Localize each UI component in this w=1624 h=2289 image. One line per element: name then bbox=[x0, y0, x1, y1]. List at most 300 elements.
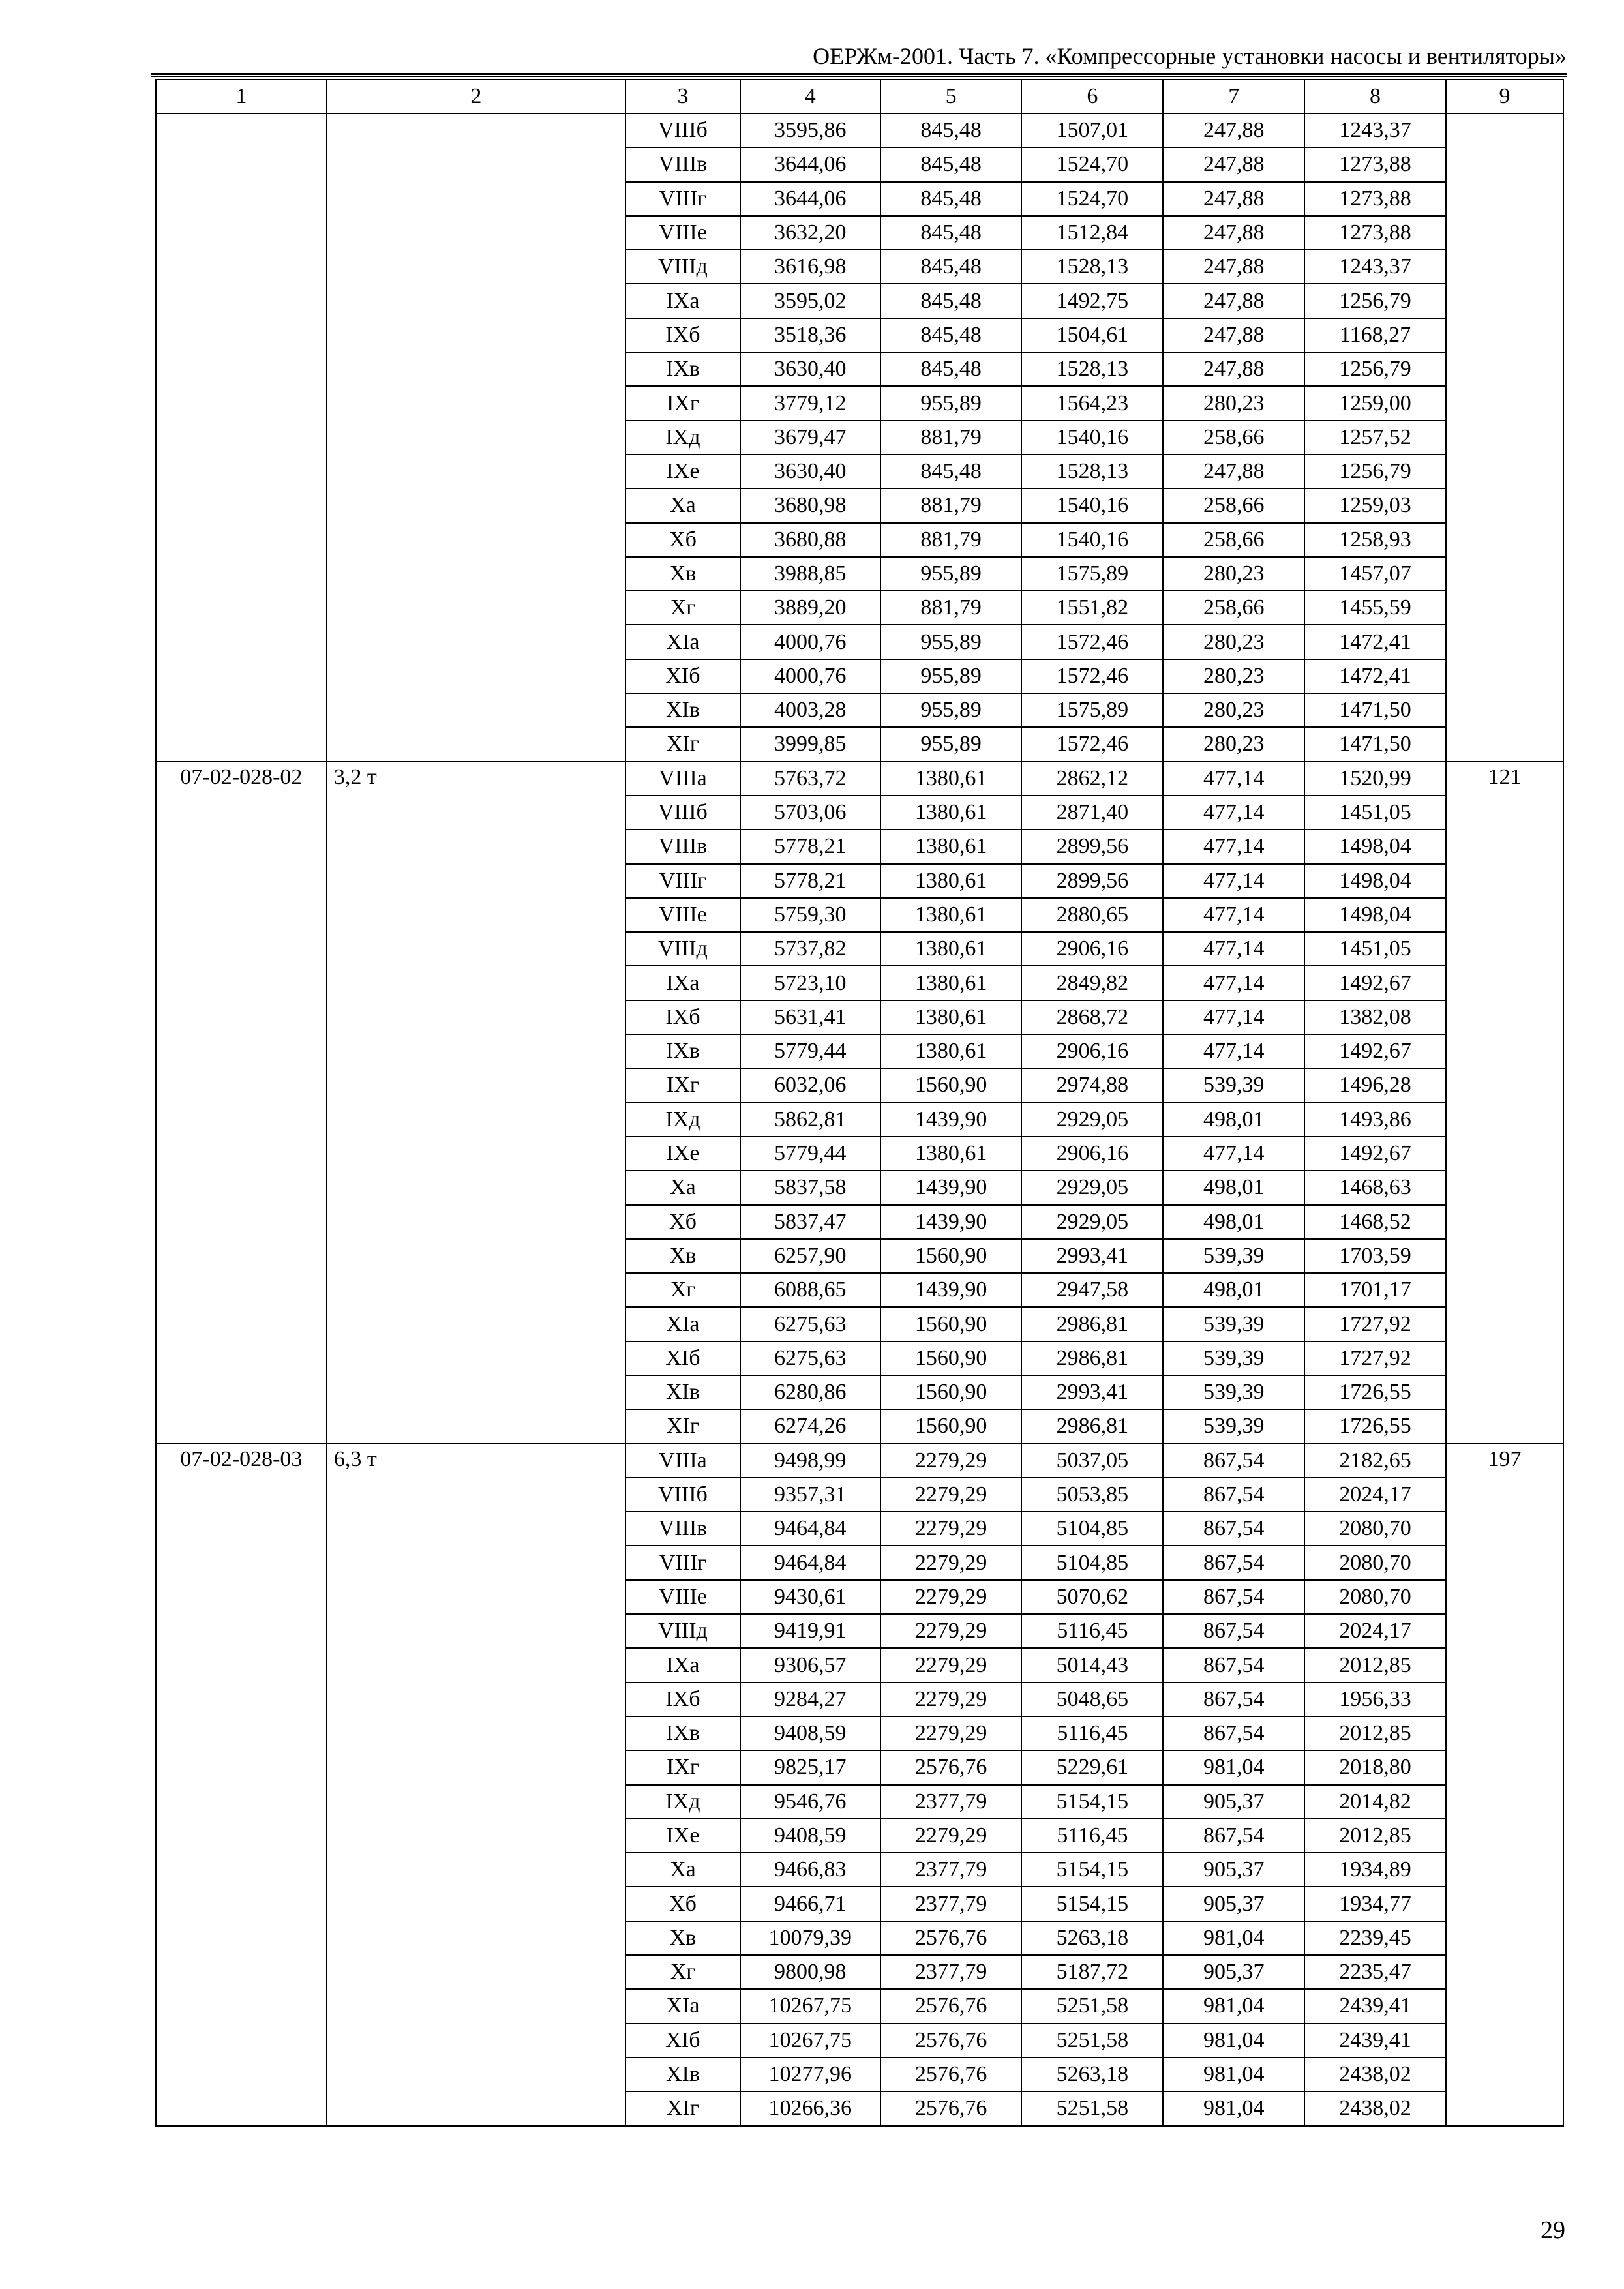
value-cell: 1472,41 bbox=[1304, 659, 1446, 693]
value-cell: 3595,86 bbox=[740, 113, 880, 147]
zone-cell: IXг bbox=[625, 1750, 740, 1784]
value-cell: 2279,29 bbox=[880, 1444, 1022, 1478]
value-cell: 498,01 bbox=[1163, 1205, 1304, 1239]
value-cell: 1564,23 bbox=[1021, 386, 1163, 420]
zone-cell: IXд bbox=[625, 421, 740, 455]
zone-cell: Xб bbox=[625, 523, 740, 557]
table-body bbox=[156, 113, 1563, 2126]
value-cell: 5154,15 bbox=[1021, 1853, 1163, 1887]
zone-cell: IXб bbox=[625, 1683, 740, 1716]
value-cell: 4003,28 bbox=[740, 693, 880, 727]
value-cell: 1380,61 bbox=[880, 830, 1022, 863]
value-cell: 1504,61 bbox=[1021, 318, 1163, 352]
value-cell: 6275,63 bbox=[740, 1341, 880, 1375]
value-cell: 1493,86 bbox=[1304, 1103, 1446, 1137]
zone-cell: XIв bbox=[625, 2057, 740, 2091]
value-cell: 2080,70 bbox=[1304, 1546, 1446, 1579]
value-cell: 1439,90 bbox=[880, 1103, 1022, 1137]
value-cell: 2929,05 bbox=[1021, 1103, 1163, 1137]
value-cell: 1560,90 bbox=[880, 1239, 1022, 1273]
value-cell: 845,48 bbox=[880, 113, 1022, 147]
value-cell: 1257,52 bbox=[1304, 421, 1446, 455]
value-cell: 5229,61 bbox=[1021, 1750, 1163, 1784]
zone-cell: IXе bbox=[625, 1137, 740, 1171]
value-cell: 5037,05 bbox=[1021, 1444, 1163, 1478]
value-cell: 2576,76 bbox=[880, 1750, 1022, 1784]
value-cell: 477,14 bbox=[1163, 762, 1304, 796]
value-cell: 3518,36 bbox=[740, 318, 880, 352]
value-cell: 3644,06 bbox=[740, 182, 880, 216]
value-cell: 1703,59 bbox=[1304, 1239, 1446, 1273]
zone-cell: Xг bbox=[625, 591, 740, 625]
value-cell: 3644,06 bbox=[740, 147, 880, 181]
value-cell: 1380,61 bbox=[880, 762, 1022, 796]
value-cell: 905,37 bbox=[1163, 1853, 1304, 1887]
value-cell: 881,79 bbox=[880, 421, 1022, 455]
value-cell: 539,39 bbox=[1163, 1341, 1304, 1375]
value-cell: 1439,90 bbox=[880, 1171, 1022, 1204]
value-cell: 280,23 bbox=[1163, 625, 1304, 659]
value-cell: 1560,90 bbox=[880, 1068, 1022, 1102]
value-cell: 539,39 bbox=[1163, 1239, 1304, 1273]
value-cell: 10267,75 bbox=[740, 2024, 880, 2057]
zone-cell: IXе bbox=[625, 1819, 740, 1853]
value-cell: 905,37 bbox=[1163, 1887, 1304, 1921]
value-cell: 5779,44 bbox=[740, 1034, 880, 1068]
value-cell: 2576,76 bbox=[880, 2057, 1022, 2091]
value-cell: 2080,70 bbox=[1304, 1512, 1446, 1546]
table-row bbox=[156, 762, 1563, 796]
value-cell: 5759,30 bbox=[740, 898, 880, 932]
value-cell: 1259,03 bbox=[1304, 488, 1446, 522]
capacity-cell: 6,3 т bbox=[327, 1444, 625, 2126]
column-header: 6 bbox=[1021, 80, 1163, 113]
column-header: 5 bbox=[880, 80, 1022, 113]
value-cell: 2868,72 bbox=[1021, 1000, 1163, 1034]
value-cell: 247,88 bbox=[1163, 182, 1304, 216]
value-cell: 2279,29 bbox=[880, 1546, 1022, 1579]
value-cell: 845,48 bbox=[880, 250, 1022, 284]
value-cell: 5104,85 bbox=[1021, 1512, 1163, 1546]
value-cell: 5070,62 bbox=[1021, 1580, 1163, 1614]
value-cell: 539,39 bbox=[1163, 1307, 1304, 1341]
zone-cell: IXв bbox=[625, 1716, 740, 1750]
zone-cell: Xв bbox=[625, 1921, 740, 1955]
zone-cell: XIг bbox=[625, 1409, 740, 1443]
value-cell: 9284,27 bbox=[740, 1683, 880, 1716]
value-cell: 955,89 bbox=[880, 727, 1022, 761]
zone-cell: Xг bbox=[625, 1955, 740, 1989]
zone-cell: VIIIв bbox=[625, 1512, 740, 1546]
value-cell: 845,48 bbox=[880, 284, 1022, 318]
price-table bbox=[155, 79, 1564, 2127]
value-cell: 477,14 bbox=[1163, 898, 1304, 932]
value-cell: 6257,90 bbox=[740, 1239, 880, 1273]
value-cell: 1439,90 bbox=[880, 1205, 1022, 1239]
value-cell: 1380,61 bbox=[880, 1000, 1022, 1034]
value-cell: 2906,16 bbox=[1021, 932, 1163, 966]
value-cell: 2438,02 bbox=[1304, 2057, 1446, 2091]
zone-cell: VIIIе bbox=[625, 1580, 740, 1614]
value-cell: 6274,26 bbox=[740, 1409, 880, 1443]
value-cell: 477,14 bbox=[1163, 932, 1304, 966]
column-number-row bbox=[156, 80, 1563, 113]
value-cell: 9466,71 bbox=[740, 1887, 880, 1921]
zone-cell: Xа bbox=[625, 1853, 740, 1887]
value-cell: 1256,79 bbox=[1304, 455, 1446, 488]
value-cell: 2377,79 bbox=[880, 1853, 1022, 1887]
value-cell: 2986,81 bbox=[1021, 1341, 1163, 1375]
value-cell: 9430,61 bbox=[740, 1580, 880, 1614]
zone-cell: XIб bbox=[625, 659, 740, 693]
zone-cell: IXд bbox=[625, 1103, 740, 1137]
value-cell: 1168,27 bbox=[1304, 318, 1446, 352]
value-cell: 2012,85 bbox=[1304, 1716, 1446, 1750]
value-cell: 4000,76 bbox=[740, 659, 880, 693]
value-cell: 2947,58 bbox=[1021, 1273, 1163, 1307]
value-cell: 845,48 bbox=[880, 455, 1022, 488]
value-cell: 845,48 bbox=[880, 318, 1022, 352]
value-cell: 2576,76 bbox=[880, 2024, 1022, 2057]
zone-cell: VIIIг bbox=[625, 864, 740, 898]
value-cell: 5723,10 bbox=[740, 966, 880, 1000]
value-cell: 1468,52 bbox=[1304, 1205, 1446, 1239]
value-cell: 280,23 bbox=[1163, 727, 1304, 761]
column-header: 9 bbox=[1446, 80, 1563, 113]
value-cell: 5779,44 bbox=[740, 1137, 880, 1171]
value-cell: 2862,12 bbox=[1021, 762, 1163, 796]
value-cell: 477,14 bbox=[1163, 830, 1304, 863]
value-cell: 2279,29 bbox=[880, 1648, 1022, 1682]
column-9-cell: 121 bbox=[1446, 762, 1563, 1444]
value-cell: 981,04 bbox=[1163, 1989, 1304, 2023]
value-cell: 867,54 bbox=[1163, 1478, 1304, 1512]
value-cell: 1380,61 bbox=[880, 1034, 1022, 1068]
value-cell: 280,23 bbox=[1163, 693, 1304, 727]
value-cell: 2576,76 bbox=[880, 1921, 1022, 1955]
value-cell: 2012,85 bbox=[1304, 1648, 1446, 1682]
value-cell: 981,04 bbox=[1163, 1750, 1304, 1784]
zone-cell: VIIIе bbox=[625, 898, 740, 932]
value-cell: 1540,16 bbox=[1021, 421, 1163, 455]
value-cell: 2279,29 bbox=[880, 1716, 1022, 1750]
value-cell: 867,54 bbox=[1163, 1580, 1304, 1614]
value-cell: 2439,41 bbox=[1304, 1989, 1446, 2023]
value-cell: 247,88 bbox=[1163, 147, 1304, 181]
zone-cell: IXг bbox=[625, 1068, 740, 1102]
value-cell: 2279,29 bbox=[880, 1614, 1022, 1648]
value-cell: 867,54 bbox=[1163, 1683, 1304, 1716]
value-cell: 2899,56 bbox=[1021, 864, 1163, 898]
value-cell: 1540,16 bbox=[1021, 523, 1163, 557]
zone-cell: IXа bbox=[625, 284, 740, 318]
value-cell: 9498,99 bbox=[740, 1444, 880, 1478]
value-cell: 5862,81 bbox=[740, 1103, 880, 1137]
value-cell: 2880,65 bbox=[1021, 898, 1163, 932]
value-cell: 1572,46 bbox=[1021, 659, 1163, 693]
value-cell: 1560,90 bbox=[880, 1341, 1022, 1375]
value-cell: 498,01 bbox=[1163, 1103, 1304, 1137]
value-cell: 2849,82 bbox=[1021, 966, 1163, 1000]
value-cell: 2377,79 bbox=[880, 1785, 1022, 1819]
value-cell: 477,14 bbox=[1163, 1000, 1304, 1034]
value-cell: 2279,29 bbox=[880, 1580, 1022, 1614]
value-cell: 1380,61 bbox=[880, 796, 1022, 830]
value-cell: 5014,43 bbox=[1021, 1648, 1163, 1682]
value-cell: 6275,63 bbox=[740, 1307, 880, 1341]
value-cell: 5763,72 bbox=[740, 762, 880, 796]
value-cell: 5837,47 bbox=[740, 1205, 880, 1239]
value-cell: 2974,88 bbox=[1021, 1068, 1163, 1102]
zone-cell: XIа bbox=[625, 1307, 740, 1341]
value-cell: 955,89 bbox=[880, 659, 1022, 693]
zone-cell: XIг bbox=[625, 2091, 740, 2125]
value-cell: 1259,00 bbox=[1304, 386, 1446, 420]
value-cell: 2377,79 bbox=[880, 1955, 1022, 1989]
value-cell: 3630,40 bbox=[740, 455, 880, 488]
value-cell: 3680,88 bbox=[740, 523, 880, 557]
value-cell: 867,54 bbox=[1163, 1716, 1304, 1750]
value-cell: 247,88 bbox=[1163, 250, 1304, 284]
value-cell: 2024,17 bbox=[1304, 1478, 1446, 1512]
value-cell: 539,39 bbox=[1163, 1409, 1304, 1443]
value-cell: 1551,82 bbox=[1021, 591, 1163, 625]
value-cell: 1243,37 bbox=[1304, 250, 1446, 284]
value-cell: 981,04 bbox=[1163, 2091, 1304, 2125]
value-cell: 1243,37 bbox=[1304, 113, 1446, 147]
zone-cell: VIIIд bbox=[625, 250, 740, 284]
value-cell: 5263,18 bbox=[1021, 1921, 1163, 1955]
value-cell: 9825,17 bbox=[740, 1750, 880, 1784]
value-cell: 1934,89 bbox=[1304, 1853, 1446, 1887]
value-cell: 881,79 bbox=[880, 488, 1022, 522]
zone-cell: Xа bbox=[625, 1171, 740, 1204]
value-cell: 3988,85 bbox=[740, 557, 880, 591]
value-cell: 3889,20 bbox=[740, 591, 880, 625]
value-cell: 2993,41 bbox=[1021, 1375, 1163, 1409]
zone-cell: VIIIб bbox=[625, 113, 740, 147]
value-cell: 258,66 bbox=[1163, 421, 1304, 455]
zone-cell: XIа bbox=[625, 625, 740, 659]
value-cell: 10267,75 bbox=[740, 1989, 880, 2023]
value-cell: 9464,84 bbox=[740, 1512, 880, 1546]
value-cell: 1727,92 bbox=[1304, 1341, 1446, 1375]
value-cell: 477,14 bbox=[1163, 966, 1304, 1000]
value-cell: 5737,82 bbox=[740, 932, 880, 966]
value-cell: 9546,76 bbox=[740, 1785, 880, 1819]
zone-cell: XIв bbox=[625, 693, 740, 727]
zone-cell: IXа bbox=[625, 1648, 740, 1682]
value-cell: 5778,21 bbox=[740, 864, 880, 898]
value-cell: 5154,15 bbox=[1021, 1887, 1163, 1921]
value-cell: 981,04 bbox=[1163, 2057, 1304, 2091]
column-header: 7 bbox=[1163, 80, 1304, 113]
value-cell: 2012,85 bbox=[1304, 1819, 1446, 1853]
zone-cell: VIIIе bbox=[625, 216, 740, 250]
value-cell: 867,54 bbox=[1163, 1546, 1304, 1579]
value-cell: 9466,83 bbox=[740, 1853, 880, 1887]
value-cell: 3999,85 bbox=[740, 727, 880, 761]
value-cell: 5154,15 bbox=[1021, 1785, 1163, 1819]
column-header: 3 bbox=[625, 80, 740, 113]
value-cell: 2182,65 bbox=[1304, 1444, 1446, 1478]
value-cell: 1572,46 bbox=[1021, 727, 1163, 761]
rate-code-cell: 07-02-028-02 bbox=[156, 762, 327, 1444]
value-cell: 1472,41 bbox=[1304, 625, 1446, 659]
value-cell: 539,39 bbox=[1163, 1375, 1304, 1409]
value-cell: 258,66 bbox=[1163, 591, 1304, 625]
value-cell: 867,54 bbox=[1163, 1512, 1304, 1546]
value-cell: 1380,61 bbox=[880, 864, 1022, 898]
value-cell: 2377,79 bbox=[880, 1887, 1022, 1921]
zone-cell: IXе bbox=[625, 455, 740, 488]
value-cell: 1528,13 bbox=[1021, 455, 1163, 488]
column-header: 1 bbox=[156, 80, 327, 113]
value-cell: 5048,65 bbox=[1021, 1683, 1163, 1716]
rate-code-cell: 07-02-028-03 bbox=[156, 1444, 327, 2126]
value-cell: 2929,05 bbox=[1021, 1171, 1163, 1204]
value-cell: 1273,88 bbox=[1304, 182, 1446, 216]
zone-cell: VIIIг bbox=[625, 182, 740, 216]
value-cell: 1457,07 bbox=[1304, 557, 1446, 591]
rate-code-cell bbox=[156, 113, 327, 762]
zone-cell: IXд bbox=[625, 1785, 740, 1819]
value-cell: 2279,29 bbox=[880, 1512, 1022, 1546]
value-cell: 5837,58 bbox=[740, 1171, 880, 1204]
value-cell: 2906,16 bbox=[1021, 1137, 1163, 1171]
value-cell: 1380,61 bbox=[880, 966, 1022, 1000]
value-cell: 845,48 bbox=[880, 182, 1022, 216]
value-cell: 9306,57 bbox=[740, 1648, 880, 1682]
value-cell: 981,04 bbox=[1163, 1921, 1304, 1955]
value-cell: 1727,92 bbox=[1304, 1307, 1446, 1341]
header-rule bbox=[151, 73, 1567, 77]
zone-cell: VIIIв bbox=[625, 830, 740, 863]
value-cell: 881,79 bbox=[880, 591, 1022, 625]
value-cell: 867,54 bbox=[1163, 1614, 1304, 1648]
zone-cell: IXб bbox=[625, 1000, 740, 1034]
value-cell: 477,14 bbox=[1163, 864, 1304, 898]
value-cell: 3616,98 bbox=[740, 250, 880, 284]
value-cell: 1273,88 bbox=[1304, 216, 1446, 250]
value-cell: 2439,41 bbox=[1304, 2024, 1446, 2057]
value-cell: 5251,58 bbox=[1021, 2091, 1163, 2125]
value-cell: 2899,56 bbox=[1021, 830, 1163, 863]
zone-cell: IXа bbox=[625, 966, 740, 1000]
value-cell: 1492,67 bbox=[1304, 1034, 1446, 1068]
zone-cell: VIIIв bbox=[625, 147, 740, 181]
zone-cell: IXг bbox=[625, 386, 740, 420]
value-cell: 867,54 bbox=[1163, 1648, 1304, 1682]
value-cell: 981,04 bbox=[1163, 2024, 1304, 2057]
value-cell: 1451,05 bbox=[1304, 796, 1446, 830]
value-cell: 5631,41 bbox=[740, 1000, 880, 1034]
value-cell: 955,89 bbox=[880, 557, 1022, 591]
value-cell: 881,79 bbox=[880, 523, 1022, 557]
value-cell: 280,23 bbox=[1163, 557, 1304, 591]
value-cell: 1492,67 bbox=[1304, 966, 1446, 1000]
value-cell: 3595,02 bbox=[740, 284, 880, 318]
column-header: 8 bbox=[1304, 80, 1446, 113]
value-cell: 1507,01 bbox=[1021, 113, 1163, 147]
value-cell: 905,37 bbox=[1163, 1785, 1304, 1819]
zone-cell: Xг bbox=[625, 1273, 740, 1307]
value-cell: 539,39 bbox=[1163, 1068, 1304, 1102]
value-cell: 1380,61 bbox=[880, 1137, 1022, 1171]
value-cell: 1492,75 bbox=[1021, 284, 1163, 318]
value-cell: 1934,77 bbox=[1304, 1887, 1446, 1921]
value-cell: 1451,05 bbox=[1304, 932, 1446, 966]
value-cell: 1256,79 bbox=[1304, 284, 1446, 318]
value-cell: 2986,81 bbox=[1021, 1307, 1163, 1341]
value-cell: 2279,29 bbox=[880, 1478, 1022, 1512]
column-header: 4 bbox=[740, 80, 880, 113]
value-cell: 1726,55 bbox=[1304, 1375, 1446, 1409]
value-cell: 4000,76 bbox=[740, 625, 880, 659]
value-cell: 1380,61 bbox=[880, 932, 1022, 966]
value-cell: 2239,45 bbox=[1304, 1921, 1446, 1955]
column-9-cell bbox=[1446, 113, 1563, 762]
value-cell: 5251,58 bbox=[1021, 2024, 1163, 2057]
table-row bbox=[156, 113, 1563, 147]
value-cell: 2576,76 bbox=[880, 2091, 1022, 2125]
zone-cell: IXв bbox=[625, 352, 740, 386]
value-cell: 1524,70 bbox=[1021, 182, 1163, 216]
zone-cell: VIIIд bbox=[625, 932, 740, 966]
zone-cell: XIб bbox=[625, 2024, 740, 2057]
value-cell: 5703,06 bbox=[740, 796, 880, 830]
zone-cell: Xв bbox=[625, 557, 740, 591]
value-cell: 1380,61 bbox=[880, 898, 1022, 932]
value-cell: 955,89 bbox=[880, 625, 1022, 659]
value-cell: 10266,36 bbox=[740, 2091, 880, 2125]
value-cell: 2993,41 bbox=[1021, 1239, 1163, 1273]
value-cell: 6088,65 bbox=[740, 1273, 880, 1307]
value-cell: 2024,17 bbox=[1304, 1614, 1446, 1648]
value-cell: 3632,20 bbox=[740, 216, 880, 250]
zone-cell: VIIIб bbox=[625, 1478, 740, 1512]
value-cell: 5104,85 bbox=[1021, 1546, 1163, 1579]
value-cell: 845,48 bbox=[880, 147, 1022, 181]
value-cell: 1701,17 bbox=[1304, 1273, 1446, 1307]
value-cell: 9408,59 bbox=[740, 1716, 880, 1750]
value-cell: 2986,81 bbox=[1021, 1409, 1163, 1443]
value-cell: 247,88 bbox=[1163, 284, 1304, 318]
value-cell: 247,88 bbox=[1163, 216, 1304, 250]
column-header: 2 bbox=[327, 80, 625, 113]
value-cell: 1560,90 bbox=[880, 1307, 1022, 1341]
value-cell: 498,01 bbox=[1163, 1273, 1304, 1307]
value-cell: 1512,84 bbox=[1021, 216, 1163, 250]
zone-cell: IXв bbox=[625, 1034, 740, 1068]
value-cell: 280,23 bbox=[1163, 386, 1304, 420]
value-cell: 1256,79 bbox=[1304, 352, 1446, 386]
value-cell: 1498,04 bbox=[1304, 864, 1446, 898]
value-cell: 2279,29 bbox=[880, 1683, 1022, 1716]
value-cell: 1498,04 bbox=[1304, 898, 1446, 932]
value-cell: 5187,72 bbox=[1021, 1955, 1163, 1989]
zone-cell: VIIIб bbox=[625, 796, 740, 830]
page-header: ОЕРЖм-2001. Часть 7. «Компрессорные установки насосы и вентиляторы» bbox=[813, 43, 1567, 69]
zone-cell: Xб bbox=[625, 1887, 740, 1921]
value-cell: 1575,89 bbox=[1021, 557, 1163, 591]
value-cell: 1382,08 bbox=[1304, 1000, 1446, 1034]
value-cell: 1572,46 bbox=[1021, 625, 1163, 659]
value-cell: 9408,59 bbox=[740, 1819, 880, 1853]
capacity-cell bbox=[327, 113, 625, 762]
zone-cell: Xб bbox=[625, 1205, 740, 1239]
value-cell: 9800,98 bbox=[740, 1955, 880, 1989]
